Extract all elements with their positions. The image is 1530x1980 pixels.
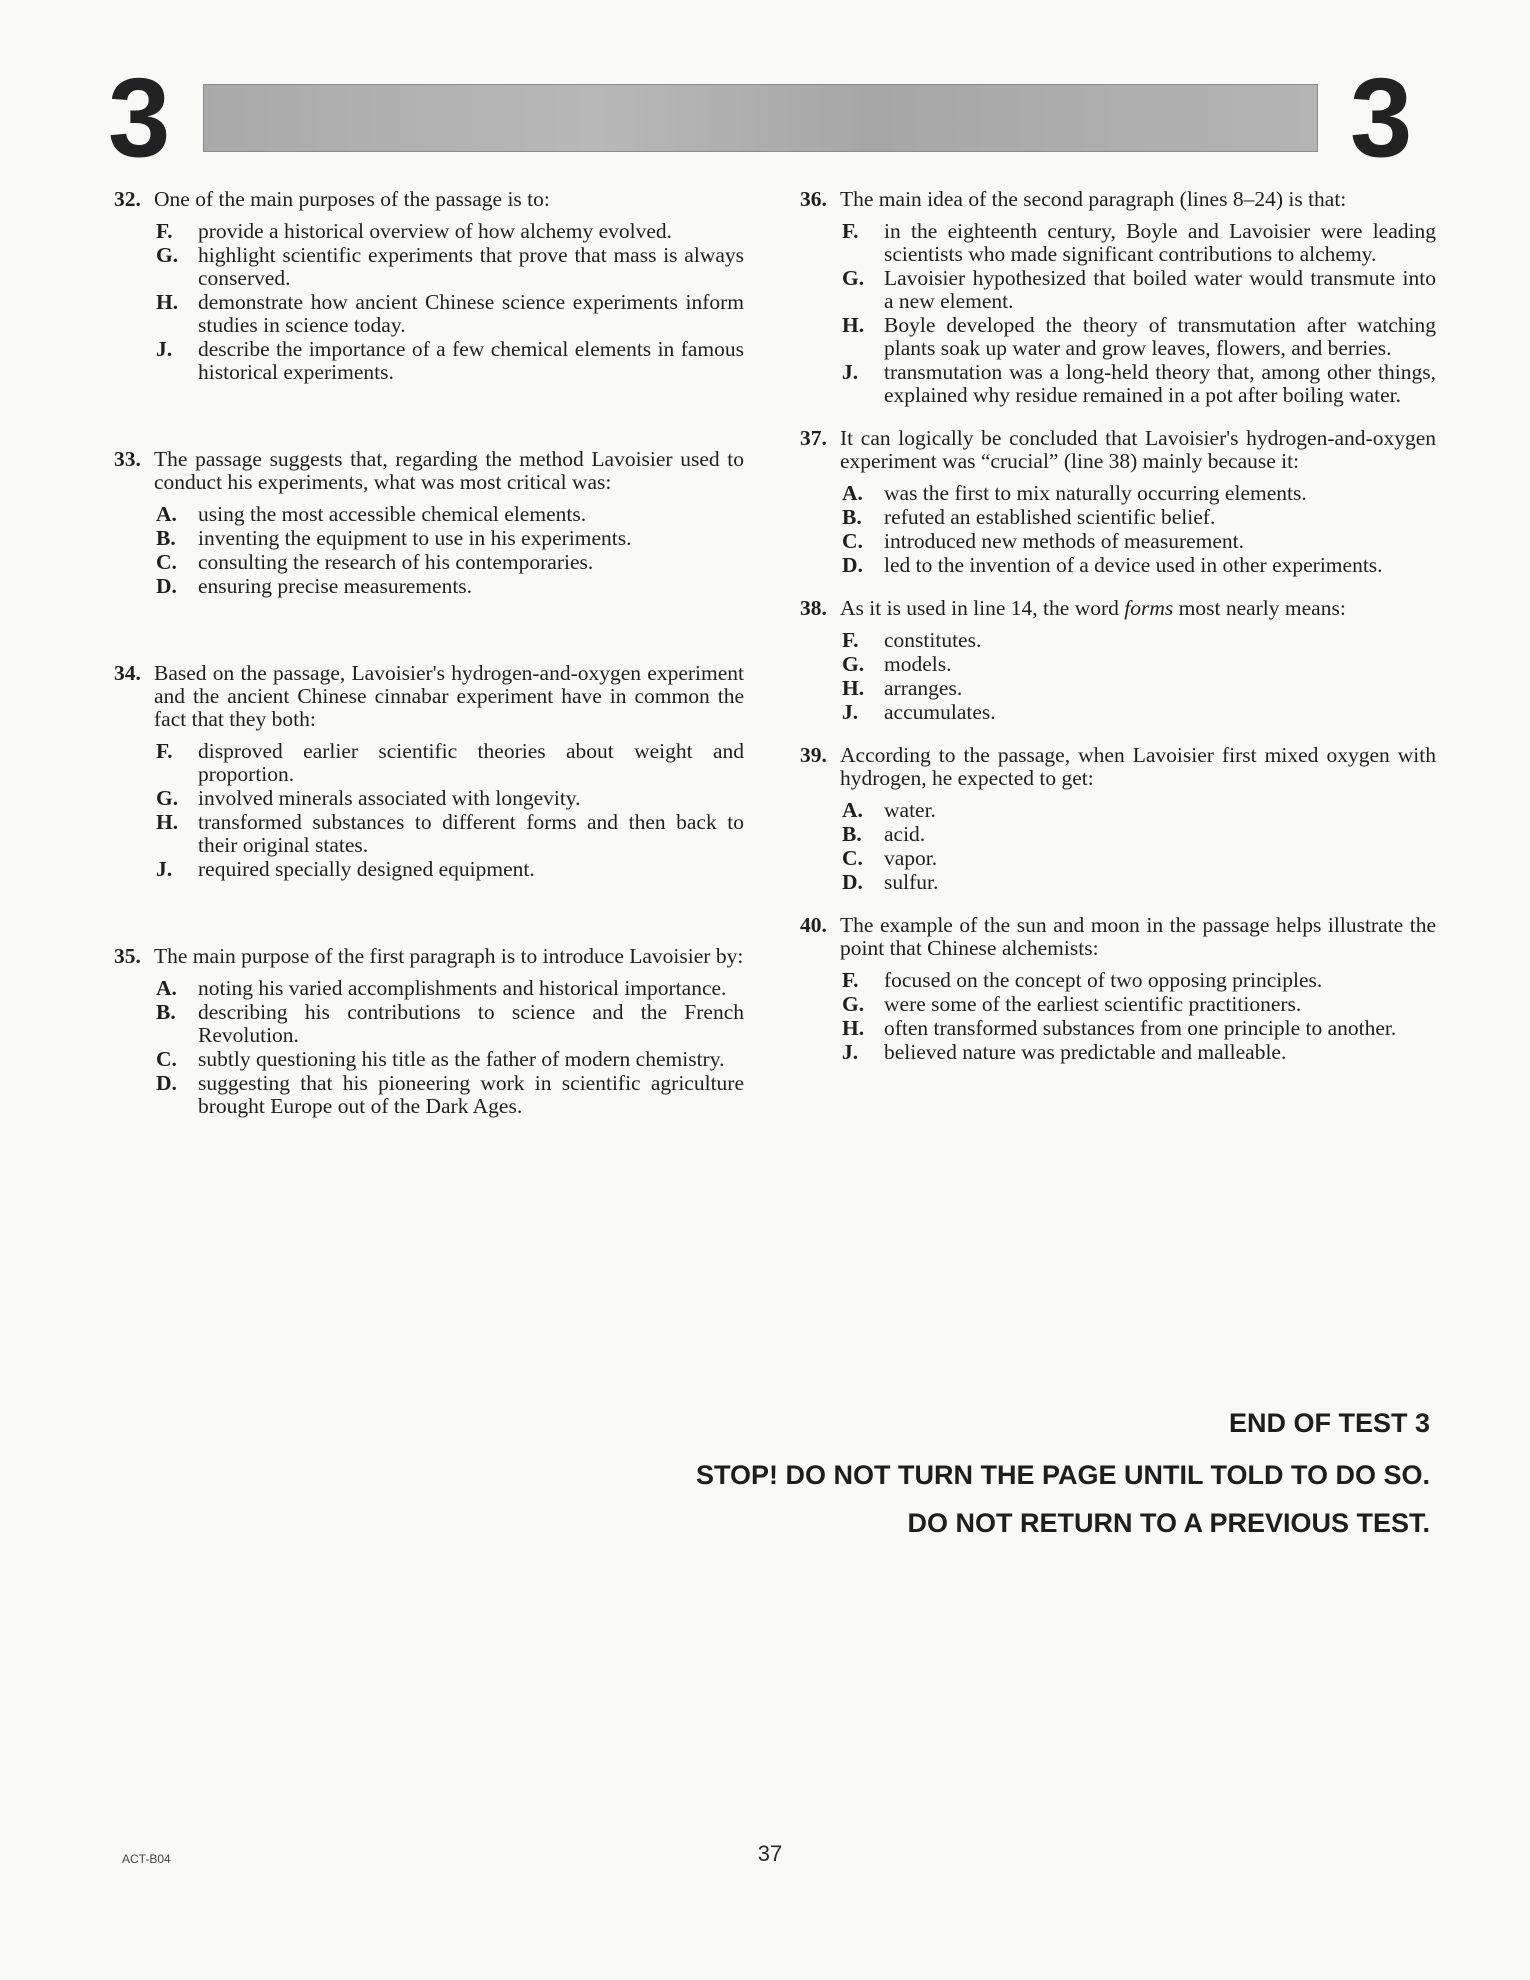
answer-option xyxy=(842,653,1436,676)
question-text: One of the main purposes of the passage is to: xyxy=(154,187,550,211)
answer-option xyxy=(842,220,1436,266)
question-37 xyxy=(800,427,1436,577)
answer-options xyxy=(842,969,1436,1064)
option-letter: J. xyxy=(842,700,859,724)
question-stem xyxy=(114,188,744,211)
answer-options xyxy=(156,503,744,598)
option-text: believed nature was predictable and malleable. xyxy=(884,1040,1287,1064)
option-text: arranges. xyxy=(884,676,963,700)
option-letter: F. xyxy=(156,739,173,763)
section-number-right: 3 xyxy=(1350,55,1413,180)
option-letter: H. xyxy=(842,313,865,337)
option-letter: B. xyxy=(842,505,862,529)
option-text: using the most accessible chemical elements. xyxy=(198,502,587,526)
option-text: were some of the earliest scientific practitioners. xyxy=(884,992,1302,1016)
option-letter: G. xyxy=(842,652,865,676)
option-letter: A. xyxy=(842,798,863,822)
answer-option xyxy=(842,799,1436,822)
right-question-column xyxy=(800,188,1436,1065)
italic-word: forms xyxy=(1124,596,1174,620)
answer-option xyxy=(842,871,1436,894)
answer-option xyxy=(156,220,744,243)
answer-option xyxy=(842,554,1436,577)
question-stem xyxy=(800,188,1436,211)
answer-option xyxy=(156,740,744,786)
answer-option xyxy=(156,858,744,881)
option-letter: F. xyxy=(842,628,859,652)
answer-options xyxy=(156,740,744,881)
answer-option xyxy=(156,244,744,290)
option-text: introduced new methods of measurement. xyxy=(884,529,1245,553)
option-text: Boyle developed the theory of transmutation after watching plants soak up water and grow leaves, flowers, and berries. xyxy=(884,313,1436,360)
option-text: involved minerals associated with longevity. xyxy=(198,786,581,810)
option-text: transformed substances to different forms and then back to their original states. xyxy=(198,810,744,857)
option-text: constitutes. xyxy=(884,628,982,652)
answer-option xyxy=(842,1041,1436,1064)
option-text: required specially designed equipment. xyxy=(198,857,535,881)
option-text: led to the invention of a device used in other experiments. xyxy=(884,553,1383,577)
answer-option xyxy=(156,527,744,550)
option-text: Lavoisier hypothesized that boiled water would transmute into a new element. xyxy=(884,266,1436,313)
question-text xyxy=(840,597,1346,620)
option-letter: C. xyxy=(156,1047,177,1071)
question-number: 36. xyxy=(800,187,827,211)
answer-option xyxy=(156,575,744,598)
option-text: disproved earlier scientific theories about weight and proportion. xyxy=(198,739,744,786)
no-return-notice: DO NOT RETURN TO A PREVIOUS TEST. xyxy=(907,1508,1430,1538)
option-letter: J. xyxy=(156,857,173,881)
option-letter: J. xyxy=(842,1040,859,1064)
answer-option xyxy=(842,530,1436,553)
answer-options xyxy=(842,799,1436,894)
option-letter: B. xyxy=(842,822,862,846)
question-stem xyxy=(114,448,744,494)
question-number: 39. xyxy=(800,743,827,767)
option-text: demonstrate how ancient Chinese science experiments inform studies in science today. xyxy=(198,290,744,337)
answer-options xyxy=(156,220,744,384)
answer-option xyxy=(842,701,1436,724)
option-text: describe the importance of a few chemical elements in famous historical experiments. xyxy=(198,337,744,384)
option-letter: D. xyxy=(156,1071,177,1095)
question-33 xyxy=(114,448,744,598)
question-35 xyxy=(114,945,744,1118)
option-text: accumulates. xyxy=(884,700,996,724)
option-letter: G. xyxy=(842,266,865,290)
question-number: 40. xyxy=(800,913,827,937)
option-letter: D. xyxy=(842,553,863,577)
option-letter: G. xyxy=(156,786,179,810)
question-34 xyxy=(114,662,744,881)
question-stem xyxy=(114,662,744,731)
question-number: 38. xyxy=(800,596,827,620)
question-32 xyxy=(114,188,744,384)
option-letter: B. xyxy=(156,1000,176,1024)
question-40 xyxy=(800,914,1436,1064)
question-36 xyxy=(800,188,1436,407)
question-number: 32. xyxy=(114,187,141,211)
answer-option xyxy=(156,1001,744,1047)
answer-option xyxy=(842,482,1436,505)
option-letter: F. xyxy=(156,219,173,243)
option-letter: C. xyxy=(842,529,863,553)
option-text: transmutation was a long-held theory that, among other things, explained why residue remained in a pot after boiling water. xyxy=(884,360,1436,407)
question-39 xyxy=(800,744,1436,894)
option-letter: D. xyxy=(156,574,177,598)
question-number: 33. xyxy=(114,447,141,471)
question-text: Based on the passage, Lavoisier's hydrogen-and-oxygen experiment and the ancient Chinese cinnabar experiment have in common the fact that they both: xyxy=(154,661,744,731)
question-stem xyxy=(800,597,1436,620)
question-text: The example of the sun and moon in the passage helps illustrate the point that Chinese alchemists: xyxy=(840,913,1436,960)
left-question-column xyxy=(114,188,744,1119)
option-text: water. xyxy=(884,798,936,822)
answer-option xyxy=(156,1072,744,1118)
option-text: often transformed substances from one principle to another. xyxy=(884,1016,1397,1040)
question-text: The main idea of the second paragraph (lines 8–24) is that: xyxy=(840,187,1347,211)
question-38 xyxy=(800,597,1436,724)
section-number-left: 3 xyxy=(108,55,171,180)
option-text: consulting the research of his contemporaries. xyxy=(198,550,594,574)
option-letter: C. xyxy=(156,550,177,574)
option-text: highlight scientific experiments that prove that mass is always conserved. xyxy=(198,243,744,290)
answer-option xyxy=(842,677,1436,700)
option-text: models. xyxy=(884,652,952,676)
option-text: inventing the equipment to use in his experiments. xyxy=(198,526,632,550)
answer-options xyxy=(842,482,1436,577)
option-letter: G. xyxy=(842,992,865,1016)
option-text: noting his varied accomplishments and historical importance. xyxy=(198,976,727,1000)
question-number: 35. xyxy=(114,944,141,968)
option-text: vapor. xyxy=(884,846,938,870)
answer-options xyxy=(842,220,1436,407)
option-text: focused on the concept of two opposing principles. xyxy=(884,968,1323,992)
option-text: in the eighteenth century, Boyle and Lavoisier were leading scientists who made significant contributions to alchemy. xyxy=(884,219,1436,266)
option-letter: C. xyxy=(842,846,863,870)
answer-option xyxy=(842,267,1436,313)
option-letter: H. xyxy=(842,1016,865,1040)
question-text: The main purpose of the first paragraph is to introduce Lavoisier by: xyxy=(154,944,744,968)
question-text: According to the passage, when Lavoisier first mixed oxygen with hydrogen, he expected to get: xyxy=(840,743,1436,790)
section-header-bar xyxy=(203,84,1318,152)
option-letter: H. xyxy=(156,290,179,314)
option-text: subtly questioning his title as the father of modern chemistry. xyxy=(198,1047,725,1071)
option-letter: F. xyxy=(842,219,859,243)
option-letter: F. xyxy=(842,968,859,992)
option-text: ensuring precise measurements. xyxy=(198,574,473,598)
answer-option xyxy=(842,969,1436,992)
answer-options xyxy=(842,629,1436,724)
answer-option xyxy=(842,847,1436,870)
option-letter: A. xyxy=(842,481,863,505)
answer-options xyxy=(156,977,744,1118)
answer-option xyxy=(842,823,1436,846)
option-text: describing his contributions to science and the French Revolution. xyxy=(198,1000,744,1047)
answer-option xyxy=(156,338,744,384)
question-text: It can logically be concluded that Lavoisier's hydrogen-and-oxygen experiment was “crucial” (line 38) mainly because it: xyxy=(840,426,1436,473)
answer-option xyxy=(842,629,1436,652)
answer-option xyxy=(842,1017,1436,1040)
option-text: was the first to mix naturally occurring elements. xyxy=(884,481,1307,505)
option-letter: H. xyxy=(156,810,179,834)
option-text: refuted an established scientific belief. xyxy=(884,505,1216,529)
answer-option xyxy=(156,787,744,810)
question-stem xyxy=(800,744,1436,790)
question-stem xyxy=(800,914,1436,960)
answer-option xyxy=(156,811,744,857)
option-letter: A. xyxy=(156,502,177,526)
option-text: acid. xyxy=(884,822,926,846)
answer-option xyxy=(842,361,1436,407)
question-text-part: most nearly means: xyxy=(1173,596,1346,620)
answer-option xyxy=(156,977,744,1000)
option-letter: D. xyxy=(842,870,863,894)
question-number: 34. xyxy=(114,661,141,685)
question-stem xyxy=(800,427,1436,473)
answer-option xyxy=(156,1048,744,1071)
stop-notice: STOP! DO NOT TURN THE PAGE UNTIL TOLD TO DO SO. xyxy=(695,1460,1430,1490)
form-code: ACT-B04 xyxy=(122,1852,171,1866)
end-of-test-heading: END OF TEST 3 xyxy=(1228,1408,1430,1438)
answer-option xyxy=(156,291,744,337)
answer-option xyxy=(156,551,744,574)
option-letter: J. xyxy=(842,360,859,384)
answer-option xyxy=(842,314,1436,360)
option-text: suggesting that his pioneering work in scientific agriculture brought Europe out of the Dark Ages. xyxy=(198,1071,744,1118)
option-text: provide a historical overview of how alchemy evolved. xyxy=(198,219,673,243)
option-letter: A. xyxy=(156,976,177,1000)
question-number: 37. xyxy=(800,426,827,450)
option-text: sulfur. xyxy=(884,870,939,894)
question-text-part: As it is used in line 14, the word xyxy=(840,596,1125,620)
option-letter: J. xyxy=(156,337,173,361)
option-letter: G. xyxy=(156,243,179,267)
option-letter: B. xyxy=(156,526,176,550)
option-letter: H. xyxy=(842,676,865,700)
question-stem xyxy=(114,945,744,968)
answer-option xyxy=(842,993,1436,1016)
answer-option xyxy=(156,503,744,526)
page-number: 37 xyxy=(757,1841,783,1866)
question-text: The passage suggests that, regarding the method Lavoisier used to conduct his experiments, what was most critical was: xyxy=(154,447,744,494)
answer-option xyxy=(842,506,1436,529)
